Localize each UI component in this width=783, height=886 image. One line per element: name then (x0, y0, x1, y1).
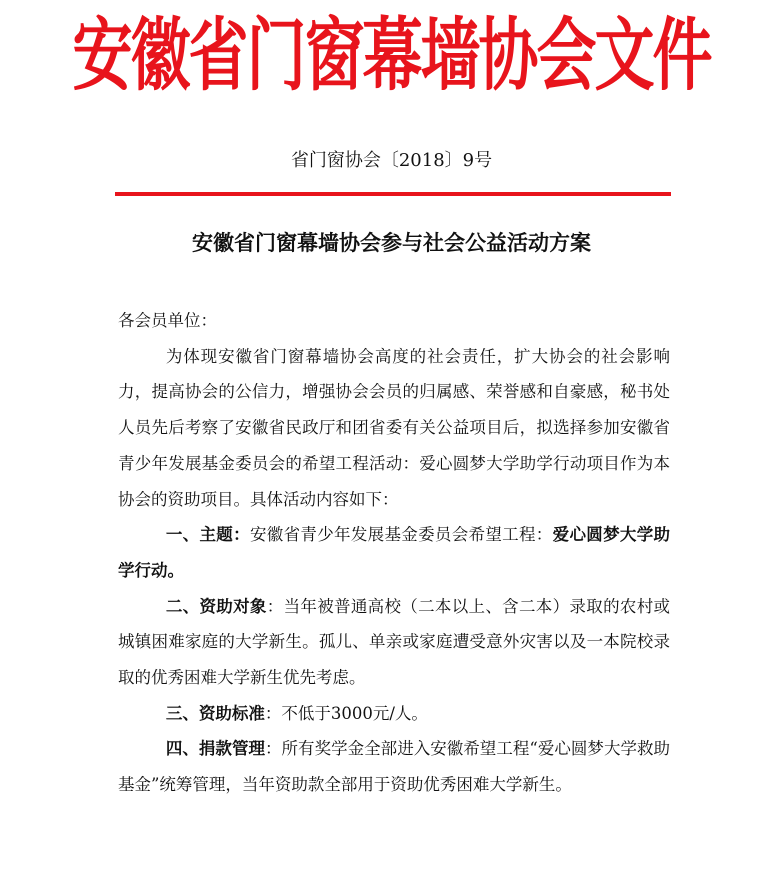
section-heading: 二、资助对象 (165, 596, 267, 616)
red-divider (115, 192, 671, 196)
section-heading: 一、主题： (165, 525, 250, 545)
section-text: ：不低于3000元/人。 (264, 703, 428, 723)
salutation: 各会员单位： (118, 311, 217, 330)
section-bold-text: 爱心圆梦大学助学行动。 (118, 525, 671, 580)
section-donation-management (118, 731, 670, 802)
section-text: ：当年被普通高校（二本以上、含二本）录取的农村或城镇困难家庭的大学新生。孤儿、单亲或家庭遭受意外灾害以及一本院校录取的优秀困难大学新生优先考虑。 (118, 596, 671, 688)
section-heading: 三、资助标准 (165, 703, 265, 723)
section-heading: 四、捐款管理 (165, 739, 265, 759)
section-text: ：所有奖学金全部进入安徽希望工程“爱心圆梦大学救助基金”统筹管理，当年资助款全部用于资助优秀困难大学新生。 (118, 739, 671, 795)
org-file-header: 安徽省门窗幕墙协会文件 (72, 10, 711, 103)
document-body (118, 303, 670, 803)
section-text: 安徽省青少年发展基金委员会希望工程： (249, 525, 553, 545)
section-theme (118, 517, 670, 588)
document-title: 安徽省门窗幕墙协会参与社会公益活动方案 (192, 231, 591, 255)
section-recipients (118, 589, 670, 696)
section-standard (118, 696, 670, 732)
intro-paragraph: 为体现安徽省门窗幕墙协会高度的社会责任，扩大协会的社会影响力，提高协会的公信力，增强协会会员的归属感、荣誉感和自豪感，秘书处人员先后考察了安徽省民政厅和团省委有关公益项目后，拟选择参加安徽省青少年发展基金委员会的希望工程活动：爱心圆梦大学助学行动项目作为本协会的资助项目。具体活动内容如下： (118, 346, 670, 509)
document-number: 省门窗协会〔2018〕9号 (290, 150, 493, 171)
